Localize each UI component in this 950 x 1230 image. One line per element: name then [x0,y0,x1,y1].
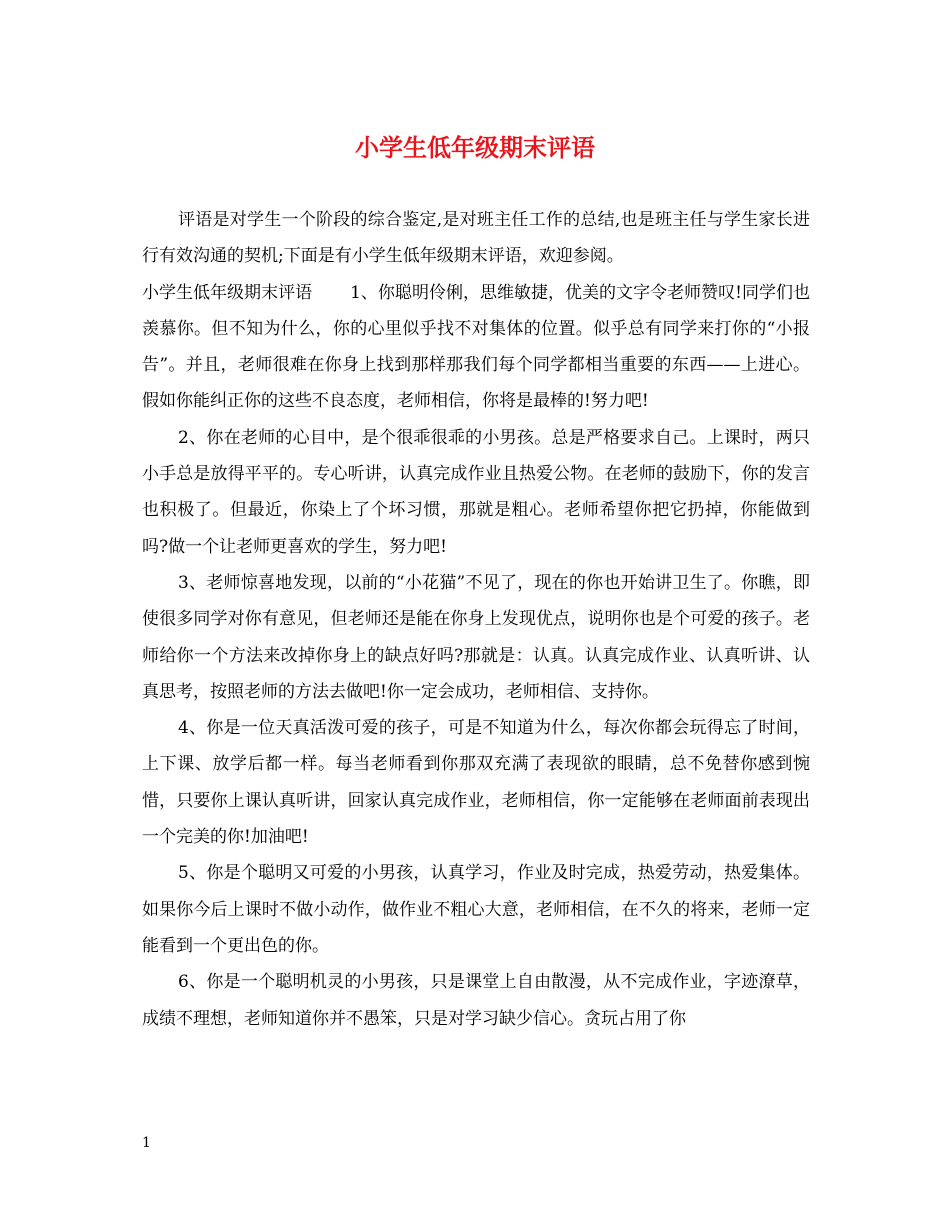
comment-paragraph-3: 3、老师惊喜地发现，以前的“小花猫”不见了，现在的你也开始讲卫生了。你瞧，即使很多同学对你有意见，但老师还是能在你身上发现优点，说明你也是个可爱的孩子。老师给你一个方法来改掉你身上的缺点好吗?那就是：认真。认真完成作业、认真听讲、认真思考，按照老师的方法去做吧!你一定会成功，老师相信、支持你。 [142,572,810,702]
page-title: 小学生低年级期末评语 [355,133,595,162]
comment-paragraph-4: 4、你是一位天真活泼可爱的孩子，可是不知道为什么，每次你都会玩得忘了时间，上下课、放学后都一样。每当老师看到你那双充满了表现欲的眼睛，总不免替你感到惋惜，只要你上课认真听讲，回家认真完成作业，老师相信，你一定能够在老师面前表现出一个完美的你!加油吧! [142,718,810,848]
comment-paragraph-2: 2、你在老师的心目中，是个很乖很乖的小男孩。总是严格要求自己。上课时，两只小手总是放得平平的。专心听讲，认真完成作业且热爱公物。在老师的鼓励下，你的发言也积极了。但最近，你染上了个坏习惯，那就是粗心。老师希望你把它扔掉，你能做到吗?做一个让老师更喜欢的学生，努力吧! [142,427,810,557]
comment-paragraph-1 [142,275,810,420]
comment-paragraph-5: 5、你是个聪明又可爱的小男孩，认真学习，作业及时完成，热爱劳动，热爱集体。如果你今后上课时不做小动作，做作业不粗心大意，老师相信，在不久的将来，老师一定能看到一个更出色的你。 [142,863,810,956]
section-heading: 小学生低年级期末评语 [142,282,313,303]
page-number: 1 [142,1135,151,1151]
document-body [142,202,810,1037]
comment-text-1: 1、你聪明伶俐，思维敏捷，优美的文字令老师赞叹!同学们也羡慕你。但不知为什么，你的心里似乎找不对集体的位置。似乎总有同学来打你的“小报告”。并且，老师很难在你身上找到那样那我们每个同学都相当重要的东西——上进心。假如你能纠正你的这些不良态度，老师相信，你将是最棒的!努力吧! [142,282,810,412]
intro-paragraph: 评语是对学生一个阶段的综合鉴定,是对班主任工作的总结,也是班主任与学生家长进行有效沟通的契机;下面是有小学生低年级期末评语，欢迎参阅。 [142,210,810,267]
comment-paragraph-6: 6、你是一个聪明机灵的小男孩，只是课堂上自由散漫，从不完成作业，字迹潦草，成绩不理想，老师知道你并不愚笨，只是对学习缺少信心。贪玩占用了你 [142,972,810,1029]
